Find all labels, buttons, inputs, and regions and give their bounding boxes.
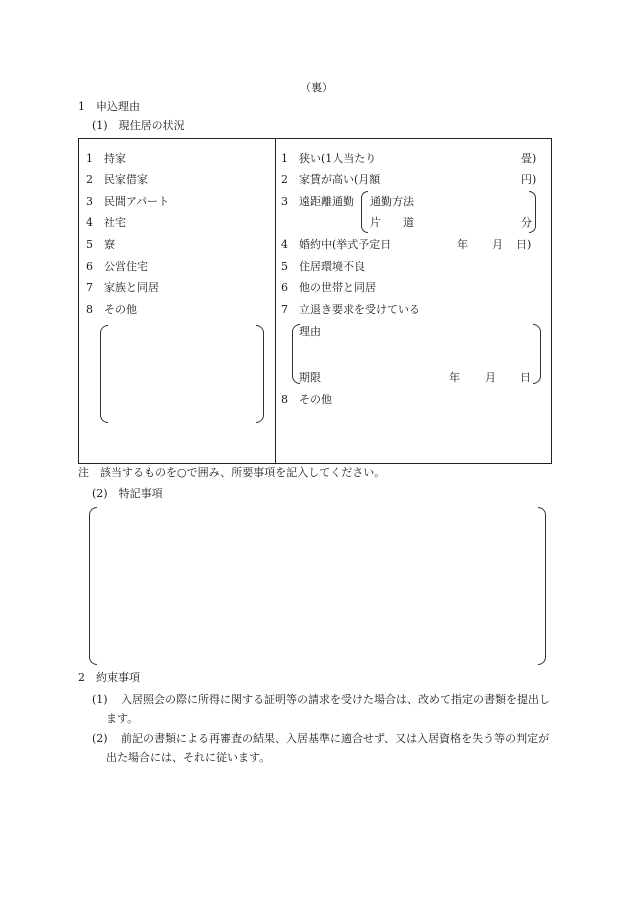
promise-2-num: (2)	[92, 732, 108, 745]
left-item-2[interactable]: 2 民家借家	[86, 173, 148, 186]
left-other-bracket-open	[100, 325, 108, 423]
commute-method-label: 通勤方法	[370, 195, 414, 208]
sub2-title: (2) 特記事項	[92, 487, 163, 500]
right-item-7[interactable]: 7 立退き要求を受けている	[281, 303, 420, 316]
right-item-1-unit: 畳)	[521, 152, 537, 165]
wedding-month-unit: 月	[492, 238, 503, 251]
eviction-bracket-close	[533, 324, 541, 384]
sub1-title: (1) 現住居の状況	[92, 119, 185, 132]
right-item-4[interactable]: 4 婚約中(挙式予定日	[281, 238, 392, 251]
commute-oneway-label: 片 道	[370, 216, 414, 229]
left-item-8[interactable]: 8 その他	[86, 303, 137, 316]
eviction-day-unit: 日	[520, 371, 531, 384]
right-item-3[interactable]: 3 遠距離通勤	[281, 195, 354, 208]
eviction-reason-label: 理由	[299, 325, 321, 338]
special-notes-input[interactable]	[100, 512, 534, 658]
instruction-note: 注 該当するものを○で囲み、所要事項を記入してください。	[78, 466, 386, 479]
right-item-8[interactable]: 8 その他	[281, 393, 332, 406]
left-other-bracket-close	[256, 325, 264, 423]
eviction-month-unit: 月	[485, 371, 496, 384]
section2-title: 2 約束事項	[78, 671, 140, 684]
left-item-1[interactable]: 1 持家	[86, 152, 126, 165]
left-item-3[interactable]: 3 民間アパート	[86, 195, 170, 208]
promise-2-text: 前記の書類による再審査の結果、入居基準に適合せず、又は入居資格を失う等の判定が出た場合には、それに従います。	[106, 732, 550, 764]
right-item-2[interactable]: 2 家賃が高い(月額	[281, 173, 381, 186]
special-notes-bracket-open	[89, 507, 97, 665]
commute-minutes-unit: 分	[521, 216, 532, 229]
left-item-7[interactable]: 7 家族と同居	[86, 281, 159, 294]
left-item-5[interactable]: 5 寮	[86, 238, 115, 251]
eviction-year-unit: 年	[449, 371, 460, 384]
special-notes-bracket-close	[538, 507, 546, 665]
wedding-day-unit: 日)	[516, 238, 532, 251]
eviction-deadline-label: 期限	[299, 371, 321, 384]
promise-1-num: (1)	[92, 693, 108, 706]
box-divider	[275, 139, 276, 463]
left-item-4[interactable]: 4 社宅	[86, 216, 126, 229]
right-item-5[interactable]: 5 住居環境不良	[281, 260, 365, 273]
page-header: （裏）	[300, 81, 333, 94]
wedding-year-unit: 年	[457, 238, 468, 251]
right-item-2-unit: 円)	[521, 173, 537, 186]
right-item-6[interactable]: 6 他の世帯と同居	[281, 281, 376, 294]
right-item-1[interactable]: 1 狭い(1人当たり	[281, 152, 377, 165]
left-other-input[interactable]	[110, 328, 253, 418]
promise-1-text: 入居照会の際に所得に関する証明等の請求を受けた場合は、改めて指定の書類を提出します。	[106, 693, 550, 725]
section1-title: 1 申込理由	[78, 100, 140, 113]
left-item-6[interactable]: 6 公営住宅	[86, 260, 148, 273]
commute-bracket-open	[361, 191, 368, 233]
